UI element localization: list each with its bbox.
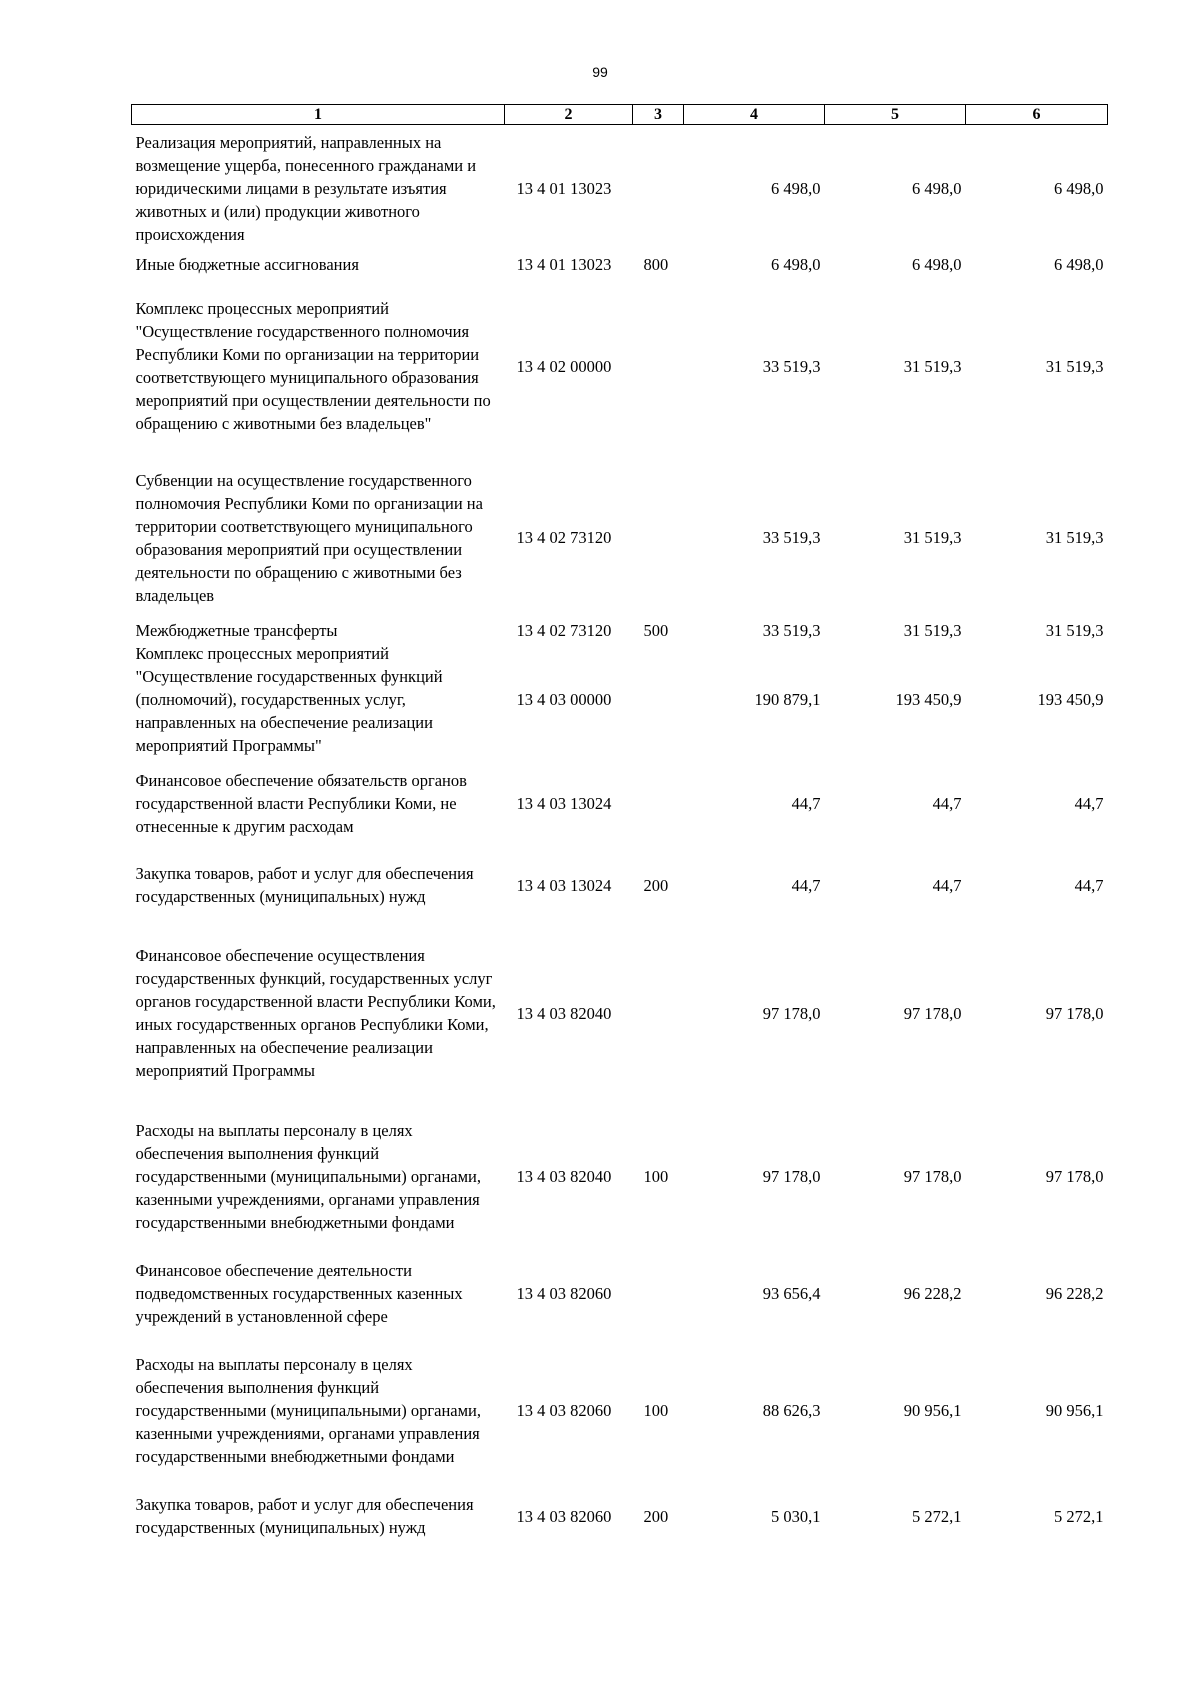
column-header-4: 4	[684, 105, 825, 125]
table-row	[132, 1106, 1108, 1248]
row-value-6: 5 272,1	[1054, 1506, 1104, 1526]
table-row	[132, 642, 1108, 758]
row-value-5: 97 178,0	[903, 1167, 962, 1186]
row-value-4: 5 030,1	[771, 1506, 821, 1526]
page-number: 99	[592, 64, 608, 80]
row-expense-type: 500	[643, 620, 669, 640]
row-value-5: 44,7	[932, 875, 962, 895]
row-value-6: 97 178,0	[1045, 1003, 1104, 1023]
row-value-5: 6 498,0	[912, 179, 962, 199]
table-row	[132, 850, 1108, 921]
column-header-5: 5	[825, 105, 966, 125]
table-row	[132, 457, 1108, 619]
row-value-6: 193 450,9	[1037, 690, 1104, 709]
row-name: Реализация мероприятий, направленных на возмещение ущерба, понесенного гражданами и юридическими лицами в результате изъятия животных и (или) продукции животного происхождения	[135, 133, 477, 245]
row-code: 13 4 02 73120	[516, 528, 612, 547]
row-name: Расходы на выплаты персоналу в целях обеспечения выполнения функций государственными (муниципальными) органами, казенными учреждениями, органами управления государственными внебюджетными фондами	[135, 1121, 482, 1232]
row-value-6: 97 178,0	[1045, 1167, 1104, 1186]
column-header-6: 6	[966, 105, 1108, 125]
table-row	[132, 1340, 1108, 1482]
row-value-4: 33 519,3	[762, 528, 821, 547]
table-row	[132, 125, 1108, 253]
row-name: Комплекс процессных мероприятий "Осуществление государственного полномочия Республики Коми по организации на территории соответствующего муниципального образования мероприятий при осуществлении деятельности по обращению с животными без владельцев"	[135, 299, 491, 433]
row-value-4: 44,7	[791, 794, 821, 813]
table-row	[132, 758, 1108, 850]
row-value-4: 93 656,4	[762, 1284, 821, 1303]
row-value-4: 33 519,3	[762, 356, 821, 376]
row-value-6: 96 228,2	[1045, 1284, 1104, 1303]
row-code: 13 4 03 82060	[516, 1506, 612, 1526]
row-value-4: 33 519,3	[762, 620, 821, 640]
row-name: Расходы на выплаты персоналу в целях обеспечения выполнения функций государственными (муниципальными) органами, казенными учреждениями, органами управления государственными внебюджетными фондами	[135, 1355, 482, 1466]
row-value-5: 31 519,3	[903, 620, 962, 640]
budget-table	[131, 104, 1108, 1551]
row-value-5: 44,7	[932, 794, 962, 813]
row-expense-type: 200	[643, 875, 669, 895]
row-name: Закупка товаров, работ и услуг для обеспечения государственных (муниципальных) нужд	[135, 1495, 474, 1537]
row-value-5: 31 519,3	[903, 356, 962, 376]
row-value-4: 97 178,0	[762, 1167, 821, 1186]
row-value-5: 6 498,0	[912, 254, 962, 274]
row-value-4: 6 498,0	[771, 254, 821, 274]
row-code: 13 4 03 82060	[516, 1284, 612, 1303]
table-row	[132, 1482, 1108, 1551]
row-value-5: 96 228,2	[903, 1284, 962, 1303]
row-value-6: 44,7	[1074, 794, 1104, 813]
table-row	[132, 921, 1108, 1106]
row-value-4: 97 178,0	[762, 1003, 821, 1023]
row-expense-type: 200	[643, 1506, 669, 1526]
row-expense-type	[633, 1248, 684, 1340]
row-code: 13 4 02 00000	[516, 356, 612, 376]
row-code: 13 4 03 82060	[516, 1401, 612, 1420]
table-row	[132, 1248, 1108, 1340]
row-value-4: 88 626,3	[762, 1401, 821, 1420]
row-value-6: 44,7	[1074, 875, 1104, 895]
table-row	[132, 253, 1108, 276]
row-value-4: 6 498,0	[771, 179, 821, 199]
row-expense-type	[633, 457, 684, 619]
row-code: 13 4 03 13024	[516, 875, 612, 895]
row-name: Субвенции на осуществление государственного полномочия Республики Коми по организации на территории соответствующего муниципального образования мероприятий при осуществлении деятельности по обращению с животными без владельцев	[135, 470, 483, 605]
row-value-5: 90 956,1	[903, 1401, 962, 1420]
row-code: 13 4 03 00000	[516, 690, 612, 709]
row-code: 13 4 03 13024	[516, 794, 612, 813]
row-value-5: 193 450,9	[895, 690, 962, 709]
row-name: Комплекс процессных мероприятий "Осуществление государственных функций (полномочий), государственных услуг, направленных на обеспечение реализации мероприятий Программы"	[135, 644, 443, 755]
row-expense-type: 100	[643, 1401, 669, 1420]
row-name: Финансовое обеспечение осуществления государственных функций, государственных услуг органов государственной власти Республики Коми, иных государственных органов Республики Коми, направленных на обеспечение реализации мероприятий Программы	[135, 946, 496, 1080]
row-value-6: 31 519,3	[1045, 356, 1104, 376]
row-value-5: 97 178,0	[903, 1003, 962, 1023]
row-value-6: 6 498,0	[1054, 254, 1104, 274]
row-expense-type: 800	[643, 254, 669, 274]
table-row	[132, 619, 1108, 642]
row-value-6: 31 519,3	[1045, 620, 1104, 640]
column-header-2: 2	[505, 105, 633, 125]
row-value-4: 190 879,1	[754, 690, 821, 709]
row-name: Межбюджетные трансферты	[135, 620, 338, 640]
row-expense-type	[633, 758, 684, 850]
header-row	[132, 105, 1108, 125]
row-code: 13 4 02 73120	[516, 620, 612, 640]
row-code: 13 4 03 82040	[516, 1167, 612, 1186]
row-value-4: 44,7	[791, 875, 821, 895]
row-expense-type	[633, 921, 684, 1106]
row-expense-type	[633, 642, 684, 758]
row-value-6: 31 519,3	[1045, 528, 1104, 547]
row-value-6: 90 956,1	[1045, 1401, 1104, 1420]
row-value-5: 5 272,1	[912, 1506, 962, 1526]
row-expense-type	[633, 125, 684, 253]
row-name: Финансовое обеспечение деятельности подведомственных государственных казенных учреждений в установленной сфере	[135, 1261, 463, 1326]
row-value-6: 6 498,0	[1054, 179, 1104, 199]
row-code: 13 4 03 82040	[516, 1003, 612, 1023]
row-name: Финансовое обеспечение обязательств органов государственной власти Республики Коми, не отнесенные к другим расходам	[135, 771, 467, 836]
column-header-3: 3	[633, 105, 684, 125]
table-row	[132, 276, 1108, 457]
row-name: Закупка товаров, работ и услуг для обеспечения государственных (муниципальных) нужд	[135, 864, 474, 906]
row-expense-type: 100	[643, 1167, 669, 1186]
row-name: Иные бюджетные ассигнования	[135, 254, 359, 274]
row-code: 13 4 01 13023	[516, 254, 612, 274]
column-header-1: 1	[132, 105, 505, 125]
row-value-5: 31 519,3	[903, 528, 962, 547]
row-expense-type	[633, 276, 684, 457]
row-code: 13 4 01 13023	[516, 179, 612, 199]
